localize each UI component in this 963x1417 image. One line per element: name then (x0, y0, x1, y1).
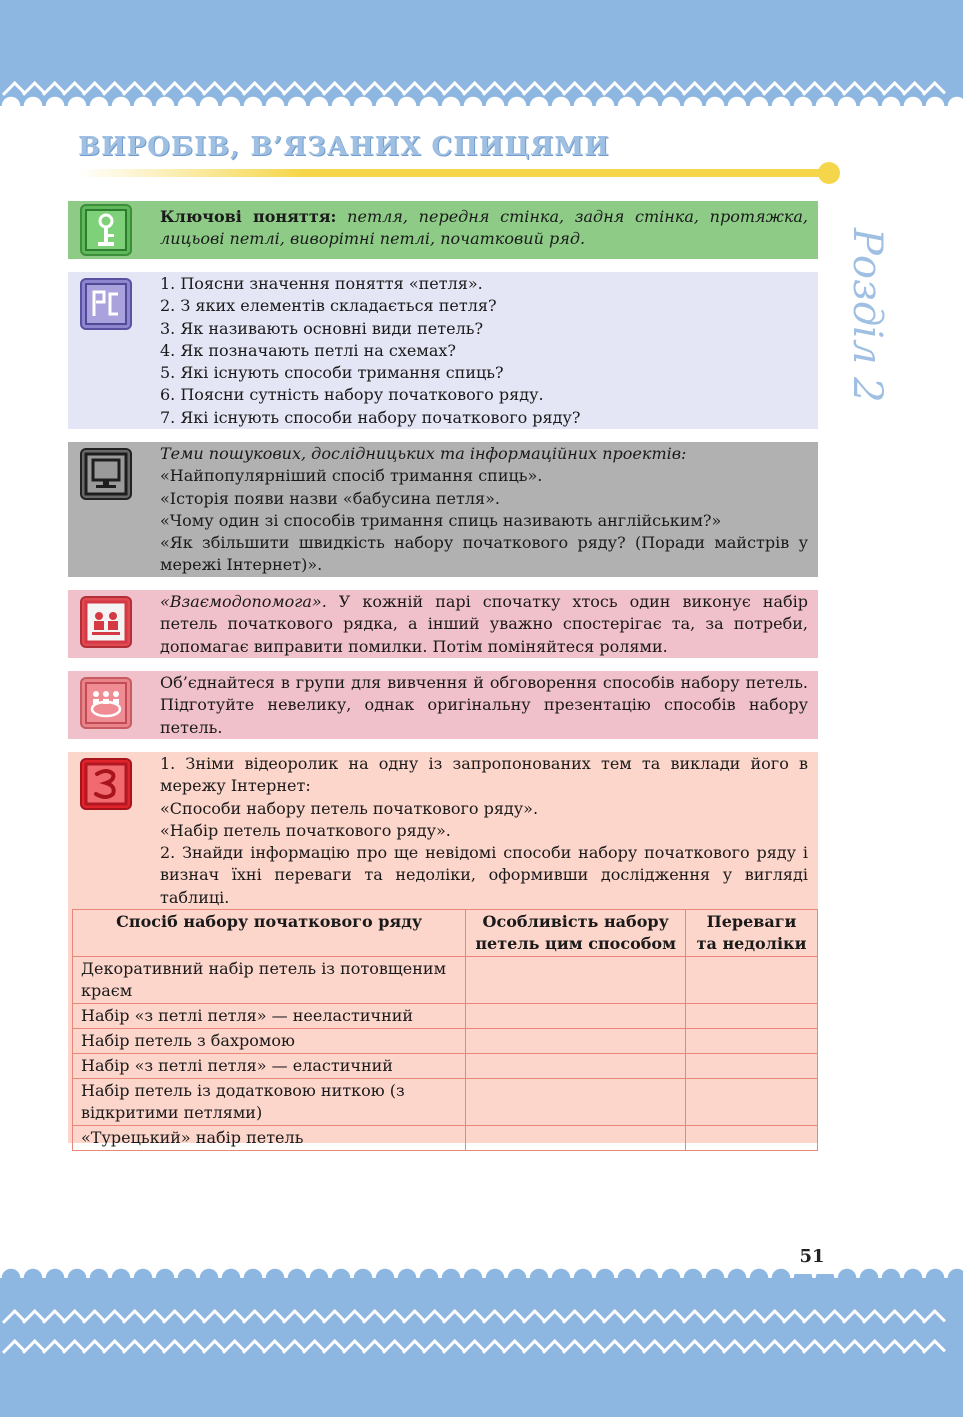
key-concepts-terms: петля, передня стінка, задня стінка, протяжка, лицьові петлі, виворітні петлі, початковий ряд. (160, 207, 808, 249)
table-row (73, 1029, 818, 1054)
table-row (73, 1004, 818, 1029)
title-dot (818, 162, 840, 184)
table-header: Спосіб набору початкового ряду (73, 910, 466, 957)
projects-block (68, 442, 818, 577)
question-item: 1. Поясни значення поняття «петля». (160, 274, 483, 293)
key-concepts-block (68, 201, 818, 259)
projects-heading: Теми пошукових, дослідницьких та інформаційних проектів: (160, 444, 687, 463)
table-cell: Декоративний набір петель із потовщеним краєм (73, 957, 466, 1004)
key-concepts-label: Ключові поняття: (160, 207, 337, 226)
computer-icon (80, 448, 132, 500)
chevron-ornament (0, 1336, 963, 1358)
table-row (73, 1126, 818, 1151)
question-item: 2. З яких елементів складається петля? (160, 296, 497, 316)
table-cell-empty (466, 1126, 686, 1151)
table-cell: Набір «з петлі петля» — нееластичний (73, 1004, 466, 1029)
table-row (73, 1054, 818, 1079)
questions-list (160, 273, 808, 429)
table-cell: «Турецький» набір петель (73, 1126, 466, 1151)
table-row (73, 1079, 818, 1126)
pair-work-icon (80, 596, 132, 648)
page-number: 51 (790, 1240, 834, 1274)
table-cell-empty (686, 1004, 818, 1029)
mutual-help-lead: «Взаємодопомога». (160, 592, 327, 611)
table-cell-empty (466, 1079, 686, 1126)
key-concept-icon (80, 204, 132, 256)
homework-line: 2. Знайди інформацію про ще невідомі способи набору початкового ряду і визнач їхні переваги та недоліки, оформивши дослідження у вигляді таблиці. (160, 843, 808, 907)
table-cell-empty (686, 1029, 818, 1054)
table-cell-empty (686, 957, 818, 1004)
bottom-ornament-band (0, 1262, 963, 1417)
question-item: 3. Як називають основні види петель? (160, 318, 484, 338)
mutual-help-block (68, 590, 818, 658)
group-work-icon (80, 677, 132, 729)
table-cell-empty (466, 957, 686, 1004)
question-item: 7. Які існують способи набору початкового ряду? (160, 407, 581, 427)
section-side-tab (832, 228, 892, 403)
homework-text (160, 753, 808, 909)
chevron-ornament (0, 1306, 963, 1328)
title-rule (78, 169, 830, 177)
projects-text (160, 443, 808, 577)
project-topic: «Історія появи назви «бабусина петля». (160, 488, 500, 508)
table-header: Особливість набору петель цим способом (466, 910, 686, 957)
table-header: Переваги та недоліки (686, 910, 818, 957)
scallop-edge (0, 106, 963, 128)
mutual-help-body: У кожній парі спочатку хтось один виконує набір петель початкового рядка, а інший уважно спостерігає та, за потреби, допомагає виправити помилки. Потім поміняйтеся ролями. (160, 592, 808, 656)
homework-line: «Набір петель початкового ряду». (160, 820, 451, 840)
group-work-body: Об’єднайтеся в групи для вивчення й обговорення способів набору петель. Підготуйте невелику, однак оригінальну презентацію способів набору петель. (160, 673, 808, 737)
group-work-block (68, 671, 818, 739)
table-cell-empty (466, 1029, 686, 1054)
table-cell: Набір петель з бахромою (73, 1029, 466, 1054)
table-cell-empty (466, 1004, 686, 1029)
loop-methods-table (72, 909, 818, 1151)
mutual-help-text (160, 591, 808, 658)
top-ornament-band (0, 0, 963, 128)
project-topic: «Найпопулярніший спосіб тримання спиць». (160, 466, 543, 486)
table-row (73, 957, 818, 1004)
question-item: 6. Поясни сутність набору початкового ряду. (160, 385, 544, 405)
table-cell-empty (466, 1054, 686, 1079)
table-cell: Набір петель із додатковою ниткою (з відкритими петлями) (73, 1079, 466, 1126)
homework-icon (80, 758, 132, 810)
questions-block (68, 272, 818, 429)
homework-line: 1. Зніми відеоролик на одну із запропонованих тем та виклади його в мережу Інтернет: (160, 754, 808, 796)
table-cell: Набір «з петлі петля» — еластичний (73, 1054, 466, 1079)
question-item: 5. Які існують способи тримання спиць? (160, 363, 504, 383)
project-topic: «Як збільшити швидкість набору початкового ряду? (Поради майстрів у мережі Інтернет)». (160, 533, 808, 575)
group-work-text (160, 672, 808, 739)
section-title: ВИРОБІВ, В’ЯЗАНИХ СПИЦЯМИ (78, 132, 610, 162)
table-cell-empty (686, 1079, 818, 1126)
section-side-label: Розділ 2 (844, 228, 890, 403)
table-header-row (73, 910, 818, 957)
table-cell-empty (686, 1126, 818, 1151)
question-item: 4. Як позначають петлі на схемах? (160, 340, 456, 360)
table-cell-empty (686, 1054, 818, 1079)
homework-line: «Способи набору петель початкового ряду». (160, 798, 539, 818)
questions-icon (80, 278, 132, 330)
key-concepts-text (160, 206, 808, 251)
project-topic: «Чому один зі способів тримання спиць називають англійським?» (160, 510, 722, 530)
